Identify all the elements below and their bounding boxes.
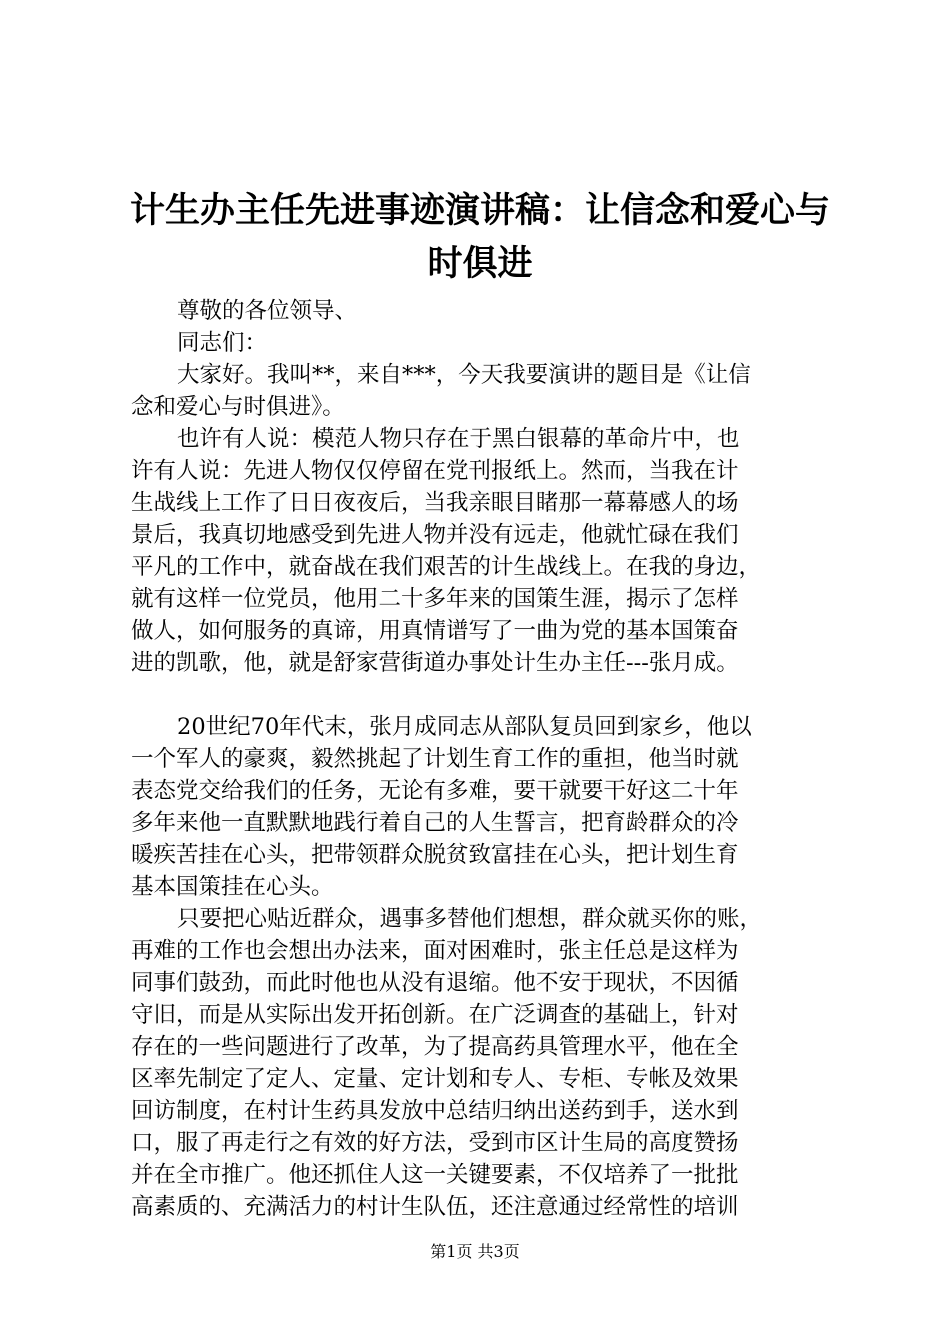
paragraph-line: 也许有人说：模范人物只存在于黑白银幕的革命片中，也: [177, 426, 740, 452]
page-footer: 第1页 共3页: [430, 1242, 520, 1261]
paragraph-innovation: [131, 903, 831, 1223]
salutation-line: 同志们：: [177, 330, 268, 356]
document-title-line-1: 计生办主任先进事迹演讲稿：让信念和爱心与: [129, 191, 830, 231]
paragraph-line: 表态党交给我们的任务，无论有多难，要干就要干好这二十年: [131, 778, 739, 804]
paragraph-line: 大家好。我叫**，来自***，今天我要演讲的题目是《让信: [177, 362, 751, 388]
paragraph-line: 存在的一些问题进行了改革，为了提高药具管理水平，他在全: [131, 1034, 739, 1060]
paragraph-intro: [131, 423, 831, 679]
paragraph-line: 再难的工作也会想出办法来，面对困难时，张主任总是这样为: [131, 938, 739, 964]
paragraph-line: 进的凯歌，他，就是舒家营街道办事处计生办主任---张月成。: [131, 650, 739, 676]
paragraph-line: 回访制度，在村计生药具发放中总结归纳出送药到手，送水到: [131, 1098, 739, 1124]
salutation-line: 尊敬的各位领导、: [177, 298, 358, 324]
paragraph-line: 做人，如何服务的真谛，用真情谱写了一曲为党的基本国策奋: [131, 618, 739, 644]
paragraph-line: 平凡的工作中，就奋战在我们艰苦的计生战线上。在我的身边，: [131, 554, 762, 580]
paragraph-line: 暖疾苦挂在心头，把带领群众脱贫致富挂在心头，把计划生育: [131, 842, 739, 868]
paragraph-line: 基本国策挂在心头。: [131, 874, 334, 900]
paragraph-line: 20世纪70年代末，张月成同志从部队复员回到家乡，他以: [177, 714, 752, 740]
paragraph-line: 生战线上工作了日日夜夜后，当我亲眼目睹那一幕幕感人的场: [131, 490, 739, 516]
paragraph-line: 口，服了再走行之有效的好方法，受到市区计生局的高度赞扬: [131, 1130, 739, 1156]
paragraph-line: 并在全市推广。他还抓住人这一关键要素，不仅培养了一批批: [131, 1162, 739, 1188]
paragraph-line: 高素质的、充满活力的村计生队伍，还注意通过经常性的培训: [131, 1194, 739, 1220]
paragraph-line: 景后，我真切地感受到先进人物并没有远走，他就忙碌在我们: [131, 522, 739, 548]
paragraph-greeting: [131, 359, 831, 423]
paragraph-history: [131, 711, 831, 903]
paragraph-line: 许有人说：先进人物仅仅停留在党刊报纸上。然而，当我在计: [131, 458, 739, 484]
paragraph-spacer: [131, 679, 831, 711]
paragraph-line: 一个军人的豪爽，毅然挑起了计划生育工作的重担，他当时就: [131, 746, 739, 772]
paragraph-line: 同事们鼓劲，而此时他也从没有退缩。他不安于现状，不因循: [131, 970, 739, 996]
paragraph-line: 念和爱心与时俱进》。: [131, 394, 345, 420]
paragraph-line: 守旧，而是从实际出发开拓创新。在广泛调查的基础上，针对: [131, 1002, 739, 1028]
paragraph-line: 就有这样一位党员，他用二十多年来的国策生涯，揭示了怎样: [131, 586, 739, 612]
paragraph-line: 多年来他一直默默地践行着自己的人生誓言，把育龄群众的冷: [131, 810, 739, 836]
paragraph-line: 只要把心贴近群众，遇事多替他们想想，群众就买你的账，: [177, 906, 763, 932]
document-title-line-2: 时俱进: [427, 244, 533, 284]
document-body: [131, 295, 831, 1223]
paragraph-line: 区率先制定了定人、定量、定计划和专人、专柜、专帐及效果: [131, 1066, 739, 1092]
